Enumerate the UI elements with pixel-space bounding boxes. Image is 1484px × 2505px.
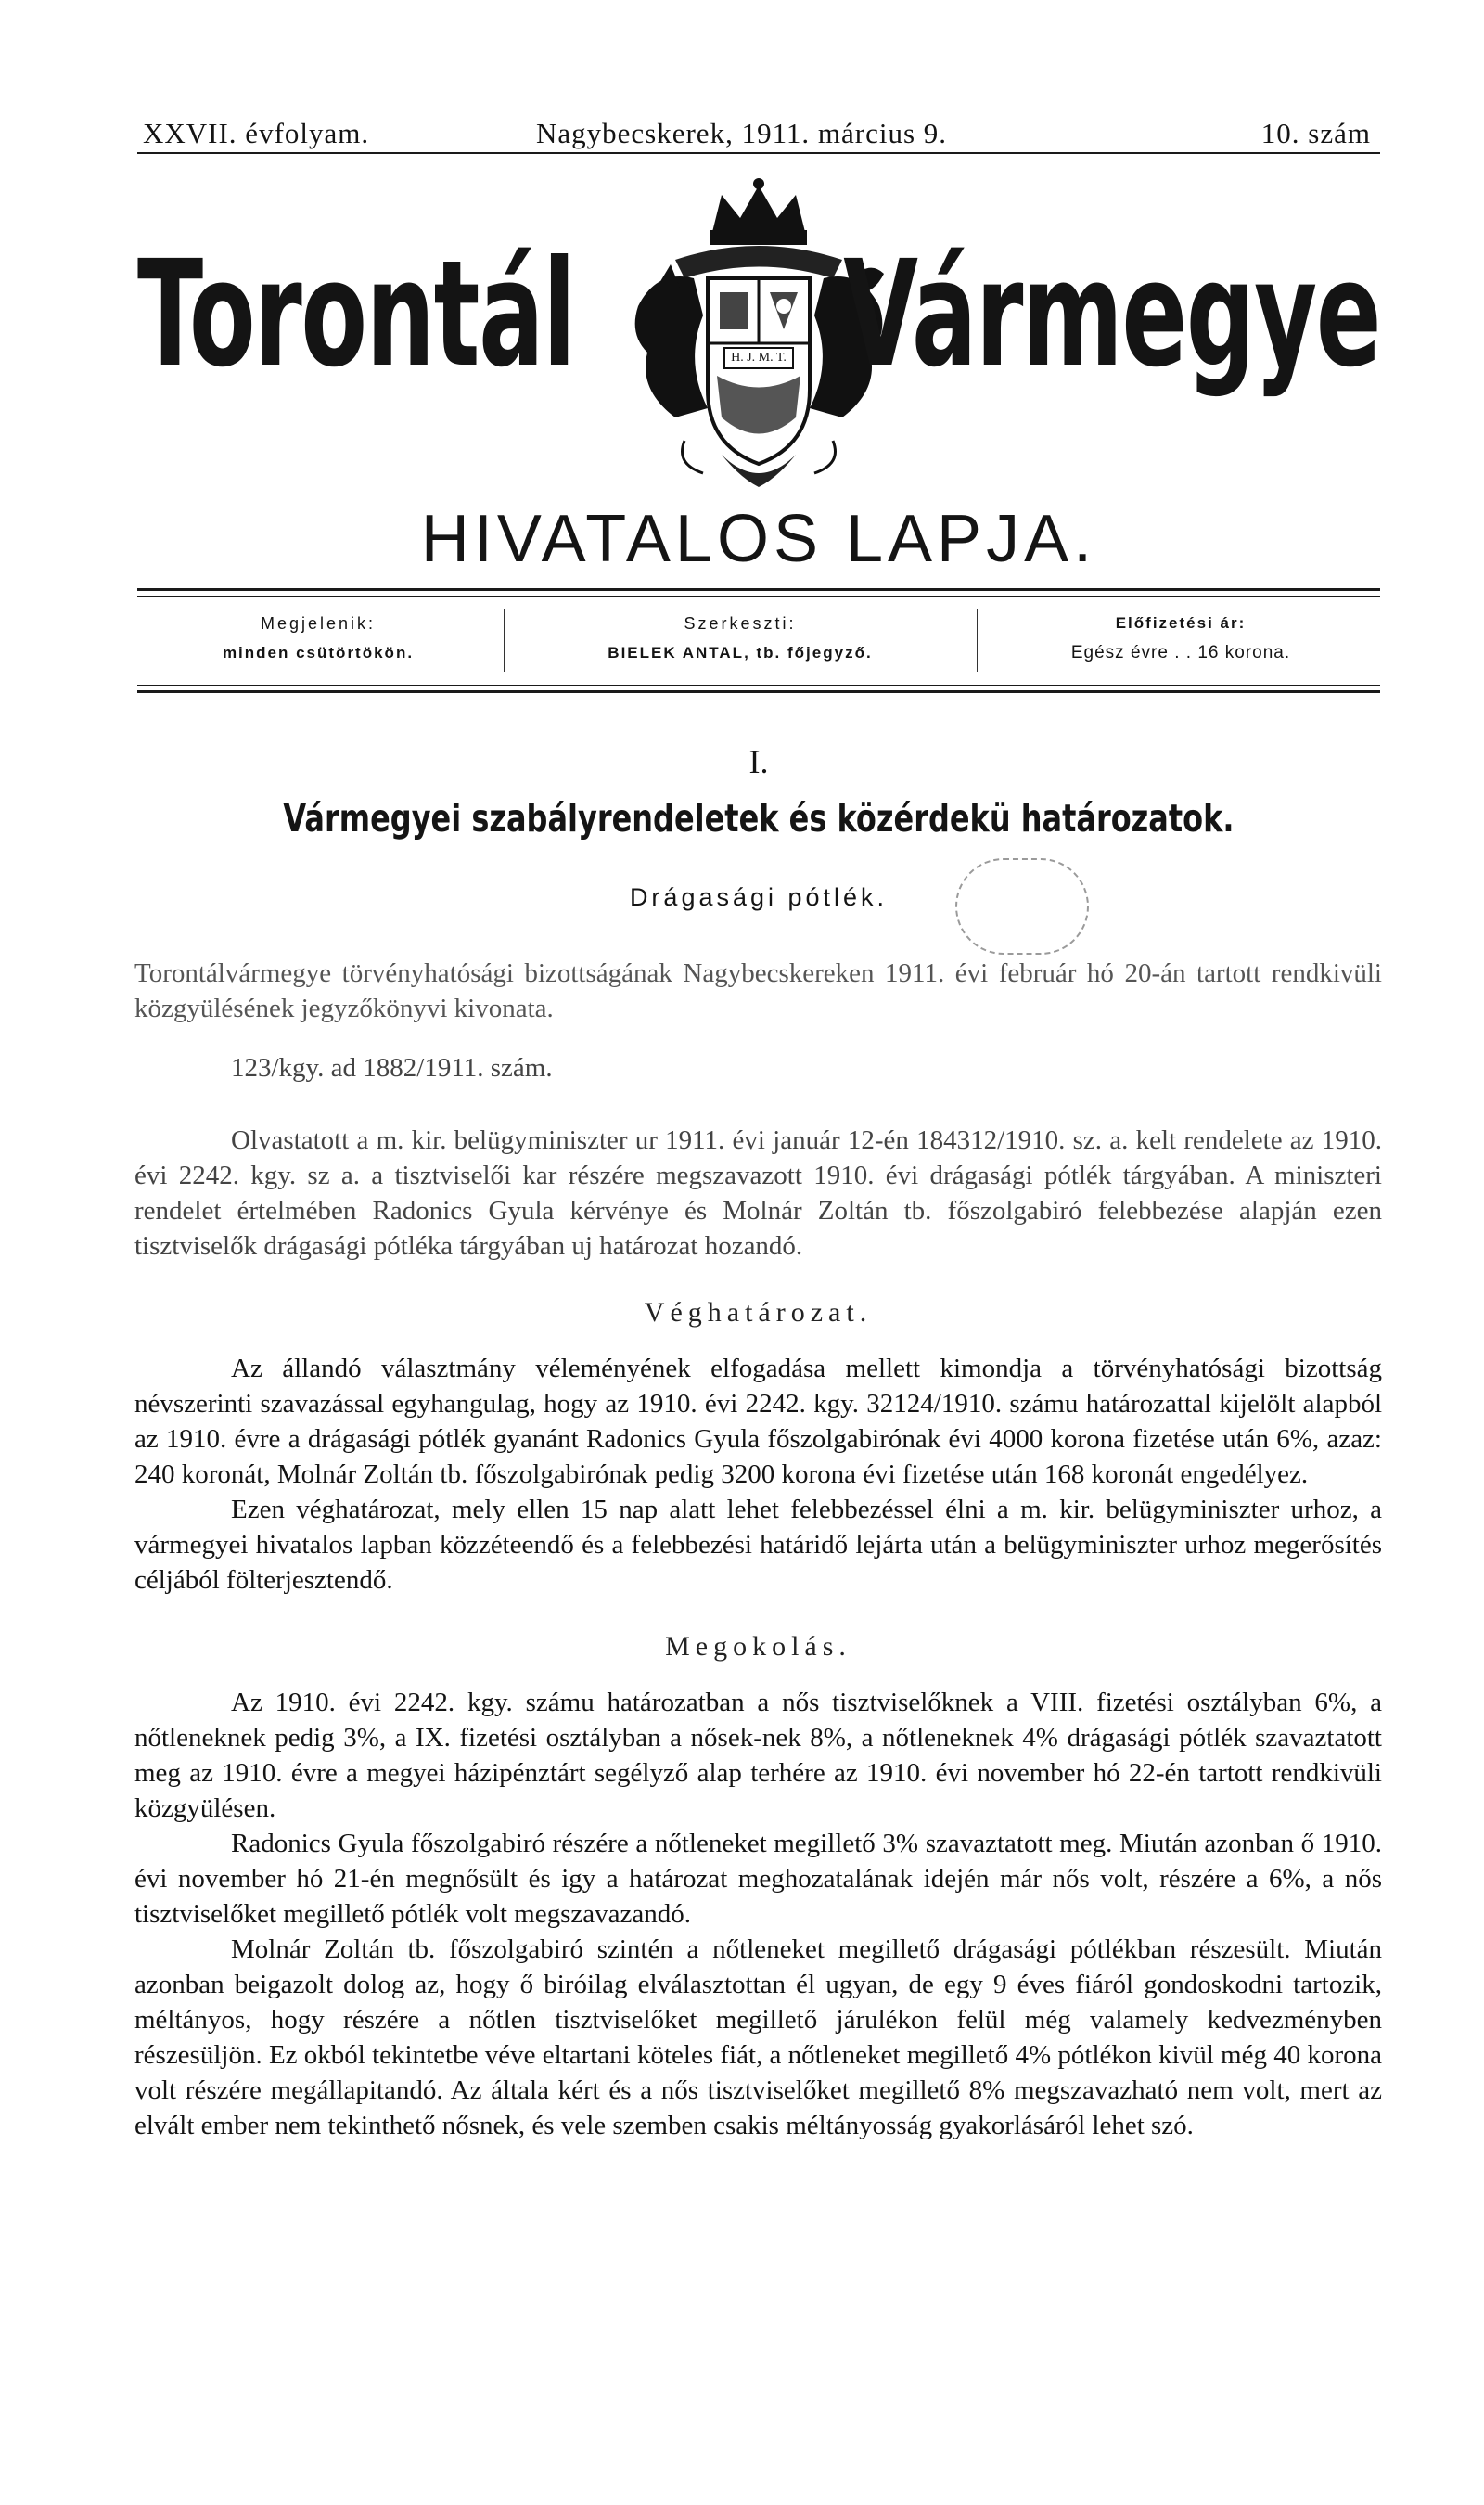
schedule-label: Megjelenik: [260,614,377,633]
subscription-price: Egész évre . . 16 korona. [1070,643,1291,662]
info-band [137,588,1380,700]
schedule-value: minden csütörtökön. [222,644,415,662]
info-divider [977,609,978,672]
masthead-title-left: Torontál [137,229,575,400]
section-number: I. [748,743,769,780]
library-stamp-icon [955,858,1089,955]
reading-paragraph: Olvastatott a m. kir. belügyminiszter ur 1911. évi január 12-én 184312/1910. sz. a. kelt rendelete az 1910. évi 2242. kgy. sz a. a tisztviselői kar részére megszavazott 1910. évi drágasági pótlék tárgyában. A miniszteri rendelet értelmében Radonics Gyula kérvénye és Molnár Zoltán tb. főszolgabiró felebbezése alapján ezen tisztviselők drágasági pótléka tárgyában uj határozat hozandó. [134,1125,1382,1261]
place-date: Nagybecskerek, 1911. március 9. [536,117,948,149]
decision-paragraph: Ezen véghatározat, mely ellen 15 nap alatt lehet felebbezéssel élni a m. kir. belügyminiszter urhoz, a vármegyei hivatalos lapban közzéteendő és a felebbezési határidő lejárta után a belügyminiszter urhoz megerősítés céljából fölterjesztendő. [134,1495,1382,1595]
header-rule [137,152,1380,154]
decision-heading: Véghatározat. [644,1297,873,1328]
editor-name: BIELEK ANTAL, tb. főjegyző. [608,644,873,662]
subscription-info [981,609,1380,668]
subscription-label: Előfizetési ár: [1115,614,1247,632]
intro-paragraph: Torontálvármegye törvényhatósági bizottságának Nagybecskereken 1911. évi február hó 20-án tartott rendkivüli közgyülésének jegyzőkönyvi kivonata. [134,958,1382,1023]
article-title: Drágasági pótlék. [629,883,889,911]
publication-schedule [137,609,499,668]
section-heading: Vármegyei szabályrendeletek és közérdekü határozatok. [283,796,1235,841]
info-rule-bottom [137,690,1380,693]
editor-label: Szerkeszti: [684,614,797,633]
info-divider [504,609,505,672]
volume-label: XXVII. évfolyam. [143,117,370,149]
info-rule-top-thin [137,596,1380,597]
reason-heading: Megokolás. [665,1631,851,1662]
masthead-title-right: Vármegye [843,229,1380,400]
editor-info [508,609,972,668]
reason-paragraph: Radonics Gyula főszolgabiró részére a nőtleneket megillető 3% szavaztatott meg. Miután azonban ő 1910. évi november hó 21-én megnősült és igy a határozat meghozatalának idején már nős volt, részére a 6%, a nős tisztviselőket megillető pótlék volt megszavazandó. [134,1829,1382,1929]
crest-initials: H. J. M. T. [731,351,787,365]
issue-number: 10. szám [1260,117,1371,149]
info-rule-top [137,588,1380,591]
reason-paragraph: Molnár Zoltán tb. főszolgabiró szintén a nőtleneket megillető drágasági pótlékban részesült. Miután azonban beigazolt dolog az, hogy ő biróilag elválasztottan él ugyan, de egy 9 éves fiáról gondoskodni tartozik, méltányos, hogy részére a nőtlen tisztviselőket megillető járulékon felül még valamely kedvezményben részesüljön. Ez okból tekintetbe véve eltartani köteles fiát, a nőtleneket megillető 4% pótlékon kivül még 40 korona volt részére megállapitandó. Az általa kért és a nős tisztviselőket megillető 8% megszavazható nem volt, mert az elvált ember nem tekinthető nősnek, és vele szemben csakis méltányosság gyakorlásáról lehet szó. [134,1934,1382,2140]
masthead-subtitle: HIVATALOS LAPJA. [420,502,1097,576]
article-body [134,956,1382,2143]
info-rule-bottom-thin [137,685,1380,686]
masthead [137,176,1380,492]
reason-paragraph: Az 1910. évi 2242. kgy. számu határozatban a nős tisztviselőknek a VIII. fizetési osztályban 6%, a nőtleneknek pedig 3%, a IX. fizetési osztályban a nősek-nek 8%, a nőtleneknek 4% drágasági pótlék szavaztatott meg az 1910. évre a megyei házipénztárt segélyző alap terhére az 1910. évi november hó 22-én tartott rendkivüli közgyülésen. [134,1688,1382,1823]
reference-number: 123/kgy. ad 1882/1911. szám. [231,1053,553,1083]
decision-paragraph: Az állandó választmány véleményének elfogadása mellett kimondja a törvényhatósági bizottság névszerinti szavazással egyhangulag, hogy az 1910. évi 2242. kgy. 32124/1910. számu határozattal kijelölt alapból az 1910. évre a drágasági pótlék gyanánt Radonics Gyula főszolgabirónak évi 4000 korona fizetése után 6%, azaz: 240 koronát, Molnár Zoltán tb. főszolgabirónak pedig 3200 korona évi fizetése után 168 koronát engedélyez. [134,1354,1382,1489]
